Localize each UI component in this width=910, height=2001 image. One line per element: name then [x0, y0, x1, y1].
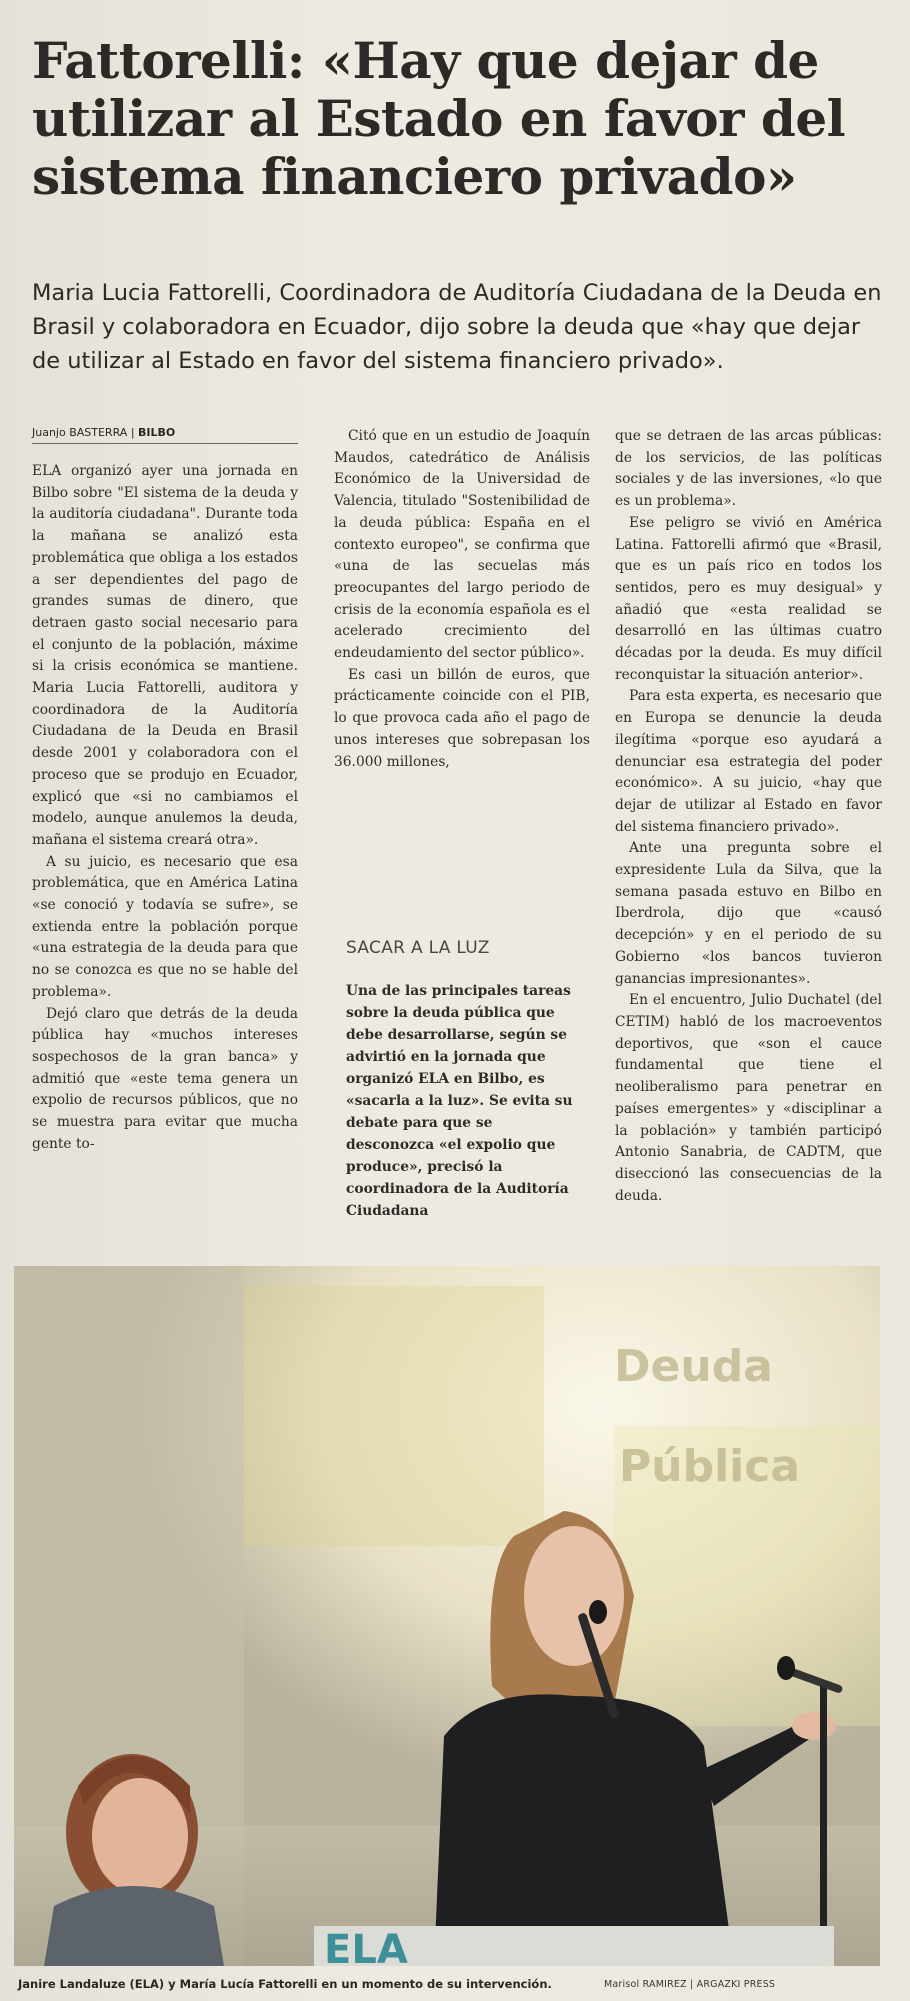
body-paragraph: Dejó claro que detrás de la deuda pública hay «muchos intereses sospechosos de la gran banca» y admitió que «este tema genera un expolio de recursos públicos, que no se muestra para evitar que mucha gente to-: [32, 1005, 298, 1152]
photo-caption: Janire Landaluze (ELA) y María Lucía Fattorelli en un momento de su intervención.: [18, 1977, 552, 1991]
byline-place: BILBO: [138, 426, 176, 439]
backdrop-word: Pública: [619, 1441, 801, 1492]
body-paragraph: que se detraen de las arcas públicas: de los servicios, de las políticas sociales y de las inversiones, «lo que es un problema».: [615, 428, 882, 510]
sidebar-heading: SACAR A LA LUZ: [346, 938, 490, 958]
photo-illustration: [14, 1266, 880, 1966]
body-paragraph: A su juicio, es necesario que esa problemática, que en América Latina «se conoció y todavía se sufre», se extienda entre la población porque «una estrategia de la deuda para que no se conozca es que no se hable del problema».: [32, 853, 298, 1000]
byline-separator: |: [130, 426, 139, 439]
body-paragraph: Ante una pregunta sobre el expresidente Lula da Silva, que la semana pasada estuvo en Bilbo en Iberdrola, dijo que «causó decepción» y en el periodo de su Gobierno «los bancos tuvieron ganancias impresionantes».: [615, 840, 882, 987]
body-column-2: [334, 426, 590, 856]
body-paragraph: ELA organizó ayer una jornada en Bilbo sobre "El sistema de la deuda y la auditoría ciudadana". Durante toda la mañana se analizó esta problemática que obliga a los estados a ser dependientes del pago de grandes sumas de dinero, que detraen gasto social necesario para el conjunto de la población, máxime si la crisis económica se mantiene. Maria Lucia Fattorelli, auditora y coordinadora de la Auditoría Ciudadana de la Deuda en Brasil desde 2001 y colaboradora con el proceso que se produjo en Ecuador, explicó que «si no cambiamos el modelo, aunque anulemos la deuda, mañana el sistema creará otra».: [32, 463, 298, 848]
body-paragraph: Citó que en un estudio de Joaquín Maudos, catedrático de Análisis Económico de la Universidad de Valencia, titulado "Sostenibilidad de la deuda pública: España en el contexto europeo", se confirma que «una de las secuelas más preocupantes del largo periodo de crisis de la economía española es el acelerado crecimiento del endeudamiento del sector público».: [334, 428, 590, 662]
sidebar-text: Una de las principales tareas sobre la deuda pública que debe desarrollarse, según se advirtió en la jornada que organizó ELA en Bilbo, es «sacarla a la luz». Se evita su debate para que se desconozca «el expolio que produce», precisó la coordinadora de la Auditoría Ciudadana: [346, 983, 573, 1219]
body-paragraph: Es casi un billón de euros, que prácticamente coincide con el PIB, lo que provoca cada año el pago de unos intereses que sobrepasan los 36.000 millones,: [334, 666, 590, 770]
article-standfirst: Maria Lucia Fattorelli, Coordinadora de Auditoría Ciudadana de la Deuda en Brasil y colaboradora en Ecuador, dijo sobre la deuda que «hay que dejar de utilizar al Estado en favor del sistema financiero privado».: [32, 280, 882, 374]
backdrop-word: Deuda: [614, 1341, 773, 1392]
body-column-1: [32, 461, 298, 1243]
body-paragraph: Para esta experta, es necesario que en Europa se denuncie la deuda ilegítima «porque eso ayudará a denunciar esa estrategia del poder económico». A su juicio, «hay que dejar de utilizar al Estado en favor del sistema financiero privado».: [615, 688, 882, 835]
article-photo: [14, 1266, 880, 1966]
byline: [32, 426, 298, 444]
body-paragraph: En el encuentro, Julio Duchatel (del CETIM) habló de los macroeventos deportivos, que «son el cauce fundamental que tiene el neoliberalismo para penetrar en países emergentes» y «disciplinar a la población» y también participó Antonio Sanabria, de CADTM, que diseccionó las consecuencias de la deuda.: [615, 992, 882, 1204]
body-column-3: [615, 426, 882, 1266]
byline-author: Juanjo BASTERRA: [32, 426, 128, 439]
body-paragraph: Ese peligro se vivió en América Latina. Fattorelli afirmó que «Brasil, que es un país rico en todos los sentidos, pero es muy desigual» y añadió que «esta realidad se desarrolló en las últimas cuatro décadas por la deuda. Es muy difícil reconquistar la situación anterior».: [615, 514, 882, 683]
photo-credit: Marisol RAMIREZ | ARGAZKI PRESS: [604, 1979, 776, 1990]
article-headline: Fattorelli: «Hay que dejar de utilizar al Estado en favor del sistema financiero privado»: [32, 31, 846, 206]
ela-banner: ELA: [324, 1927, 408, 1966]
